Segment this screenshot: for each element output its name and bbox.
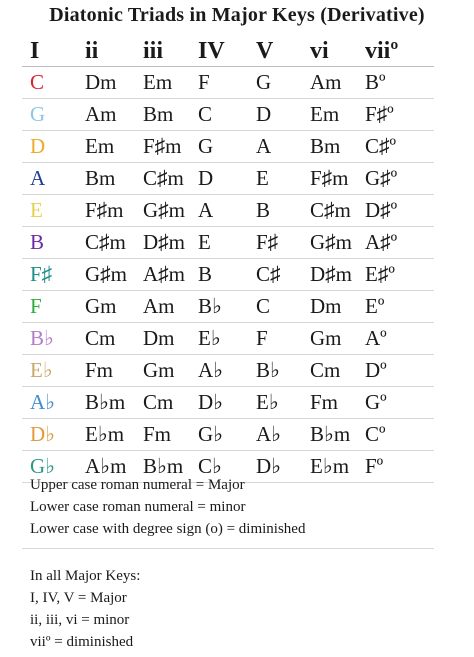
chord-cell: Em [310, 102, 340, 126]
triads-table [22, 36, 434, 483]
chord-cell: Dº [365, 358, 387, 382]
chord-cell: F♯m [143, 134, 182, 158]
chord-cell: Bm [85, 166, 116, 190]
chord-cell: Dm [310, 294, 342, 318]
chord-cell: F♯º [365, 102, 394, 126]
chord-cell: E♭ [198, 326, 221, 350]
key-cell: D [30, 134, 46, 158]
chord-cell: Fm [310, 390, 339, 414]
chord-cell: Cm [143, 390, 174, 414]
divider [22, 548, 434, 549]
legend-notes [30, 474, 305, 540]
chord-cell: Bm [310, 134, 341, 158]
chord-cell: Gm [85, 294, 117, 318]
key-cell: G♭ [30, 454, 56, 478]
chord-cell: B [198, 262, 213, 286]
chord-cell: C♯m [143, 166, 184, 190]
header-cell: V [256, 38, 274, 64]
chord-cell: Dm [143, 326, 175, 350]
chord-cell: Gº [365, 390, 387, 414]
chord-cell: Cm [85, 326, 116, 350]
header-cell: iii [143, 38, 164, 64]
table-row [22, 163, 434, 195]
key-cell: A♭ [30, 390, 56, 414]
chord-cell: D♯m [310, 262, 352, 286]
legend-line: Upper case roman numeral = Major [30, 477, 245, 493]
key-cell: E♭ [30, 358, 53, 382]
chord-cell: E [256, 166, 269, 190]
chord-cell: Em [85, 134, 115, 158]
chord-cell: B♭ [256, 358, 280, 382]
chord-cell: A [198, 198, 214, 222]
chord-cell: G♯m [310, 230, 352, 254]
chord-cell: D [256, 102, 272, 126]
chord-cell: A♯º [365, 230, 398, 254]
chord-cell: F♯m [85, 198, 124, 222]
chord-cell: C♭ [198, 454, 222, 478]
summary-notes [30, 565, 140, 653]
table-row [22, 67, 434, 99]
chord-cell: D♯º [365, 198, 398, 222]
chord-cell: Gm [143, 358, 175, 382]
chord-cell: F♯ [256, 230, 279, 254]
chord-cell: B♭m [310, 422, 351, 446]
chord-cell: Gm [310, 326, 342, 350]
chord-cell: E♭ [256, 390, 279, 414]
table-row [22, 355, 434, 387]
header-cell: I [30, 38, 40, 64]
chord-cell: Cº [365, 422, 386, 446]
key-cell: A [30, 166, 46, 190]
summary-line: I, IV, V = Major [30, 590, 127, 606]
key-cell: C [30, 70, 45, 94]
chord-cell: G [256, 70, 272, 94]
table-row [22, 195, 434, 227]
key-cell: F♯ [30, 262, 53, 286]
chord-cell: B♭m [85, 390, 126, 414]
chord-cell: D♭ [256, 454, 282, 478]
chord-cell: Em [143, 70, 173, 94]
key-cell: F [30, 294, 42, 318]
header-cell: viiº [365, 38, 399, 64]
chord-cell: C♯m [85, 230, 126, 254]
chord-cell: Fº [365, 454, 384, 478]
chord-cell: Aº [365, 326, 387, 350]
chord-cell: G♯m [143, 198, 185, 222]
summary-line: In all Major Keys: [30, 568, 141, 584]
chord-cell: A♭ [256, 422, 282, 446]
chord-cell: Bm [143, 102, 174, 126]
chord-cell: Dm [85, 70, 117, 94]
chord-cell: G♯m [85, 262, 127, 286]
key-cell: B♭ [30, 326, 54, 350]
chord-cell: A♭ [198, 358, 224, 382]
table-row [22, 99, 434, 131]
header-cell: IV [198, 38, 225, 64]
header-cell: ii [85, 38, 99, 64]
chord-cell: Cm [310, 358, 341, 382]
chord-cell: F [256, 326, 268, 350]
chord-cell: A♯m [143, 262, 185, 286]
key-cell: E [30, 198, 43, 222]
legend-line: Lower case with degree sign (o) = diminished [30, 521, 306, 537]
table-row [22, 419, 434, 451]
page-title: Diatonic Triads in Major Keys (Derivative) [49, 4, 425, 26]
chord-cell: A♭m [85, 454, 127, 478]
chord-cell: C♯º [365, 134, 397, 158]
table-row [22, 387, 434, 419]
chord-cell: C [256, 294, 271, 318]
chord-cell: C♯ [256, 262, 281, 286]
chord-cell: F [198, 70, 210, 94]
chord-cell: A [256, 134, 272, 158]
chord-cell: Fm [85, 358, 114, 382]
chord-cell: G♯º [365, 166, 398, 190]
chord-cell: E♯º [365, 262, 395, 286]
header-cell: vi [310, 38, 329, 64]
legend-line: Lower case roman numeral = minor [30, 499, 246, 515]
chord-cell: Bº [365, 70, 386, 94]
key-cell: B [30, 230, 45, 254]
chord-cell: D [198, 166, 214, 190]
chord-cell: E [198, 230, 211, 254]
chord-cell: C [198, 102, 213, 126]
key-cell: G [30, 102, 46, 126]
table-header-row [22, 36, 434, 67]
table-row [22, 131, 434, 163]
summary-line: ii, iii, vi = minor [30, 612, 130, 628]
chord-cell: Am [85, 102, 117, 126]
chord-cell: D♭ [198, 390, 224, 414]
chord-cell: D♯m [143, 230, 185, 254]
chord-cell: Am [143, 294, 175, 318]
table-body [22, 67, 434, 483]
summary-line: viiº = diminished [30, 634, 134, 650]
chord-cell: B [256, 198, 271, 222]
table-row [22, 291, 434, 323]
table-row [22, 323, 434, 355]
table-row [22, 227, 434, 259]
chord-cell: C♯m [310, 198, 351, 222]
key-cell: D♭ [30, 422, 56, 446]
chord-cell: Eº [365, 294, 385, 318]
chord-cell: G [198, 134, 214, 158]
chord-cell: Am [310, 70, 342, 94]
chord-cell: B♭ [198, 294, 222, 318]
chord-cell: E♭m [310, 454, 350, 478]
table-row [22, 259, 434, 291]
chord-cell: E♭m [85, 422, 125, 446]
chord-cell: G♭ [198, 422, 224, 446]
chord-cell: Fm [143, 422, 172, 446]
chord-cell: F♯m [310, 166, 349, 190]
chord-cell: B♭m [143, 454, 184, 478]
